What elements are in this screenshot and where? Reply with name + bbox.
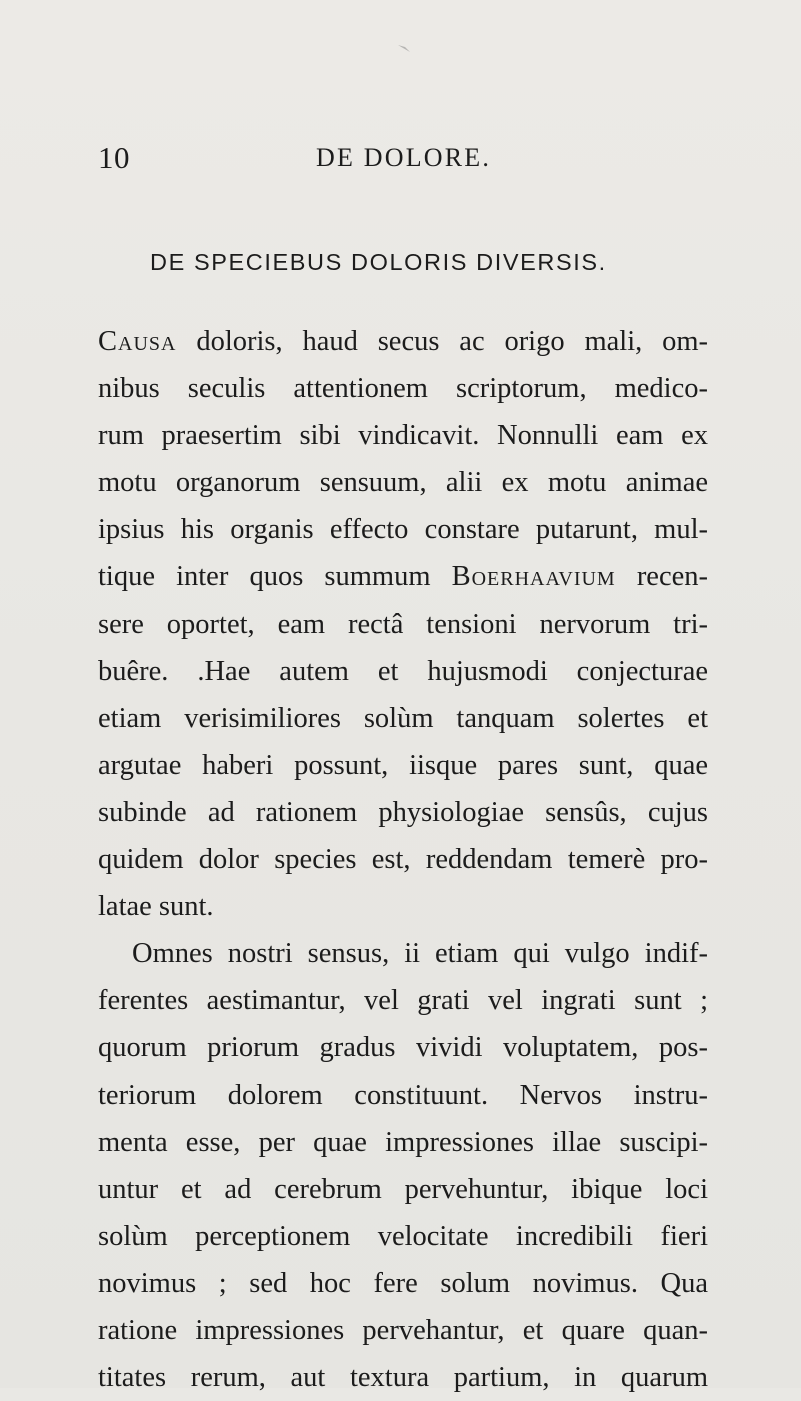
text-line: latae sunt.	[98, 891, 214, 923]
page-number: 10	[98, 140, 130, 175]
text-line: nibus seculis attentionem scriptorum, medico-	[98, 373, 708, 405]
text-line: buêre. .Hae autem et hujusmodi conjecturae	[98, 655, 708, 687]
section-title: DE SPECIEBUS DOLORIS DIVERSIS.	[150, 249, 607, 275]
text-line: ratione impressiones pervehantur, et quare quan-	[98, 1314, 708, 1346]
text-line: teriorum dolorem constituunt. Nervos instru-	[98, 1079, 708, 1111]
text-line: etiam verisimiliores solùm tanquam solertes et	[98, 702, 708, 734]
line-text: recen-	[615, 561, 708, 593]
text-line: ferentes aestimantur, vel grati vel ingrati sunt ;	[98, 985, 708, 1017]
text-line: argutae haberi possunt, iisque pares sunt, quae	[98, 749, 708, 781]
text-line: quidem dolor species est, reddendam temerè pro-	[98, 844, 708, 876]
text-line: sere oportet, eam rectâ tensioni nervorum tri-	[98, 608, 708, 640]
lead-word: Causa	[98, 326, 177, 357]
line-text: doloris, haud secus ac origo mali, om-	[176, 326, 708, 357]
page-header	[98, 138, 738, 178]
author-name: Boerhaavium	[451, 561, 616, 593]
text-line: subinde ad rationem physiologiae sensûs, cujus	[98, 796, 708, 828]
text-line: menta esse, per quae impressiones illae suscipi-	[98, 1126, 708, 1158]
body-text	[98, 318, 708, 1401]
text-line: novimus ; sed hoc fere solum novimus. Qua	[98, 1267, 708, 1299]
text-line: Omnes nostri sensus, ii etiam qui vulgo indif-	[132, 938, 708, 970]
text-line: rum praesertim sibi vindicavit. Nonnulli eam ex	[98, 420, 708, 452]
text-line: titates rerum, aut textura partium, in quarum	[98, 1362, 708, 1394]
text-line: untur et ad cerebrum pervehuntur, ibique loci	[98, 1173, 708, 1205]
ink-speck	[397, 42, 411, 54]
text-line: motu organorum sensuum, alii ex motu animae	[98, 467, 708, 499]
text-line: quorum priorum gradus vividi voluptatem, pos-	[98, 1032, 708, 1064]
text-line	[98, 318, 708, 365]
line-text: tique inter quos summum	[98, 561, 452, 593]
text-line: ipsius his organis effecto constare putarunt, mul-	[98, 514, 708, 546]
text-line	[98, 553, 708, 600]
running-head: DE DOLORE.	[316, 143, 492, 172]
text-line: solùm perceptionem velocitate incredibili fieri	[98, 1220, 708, 1252]
